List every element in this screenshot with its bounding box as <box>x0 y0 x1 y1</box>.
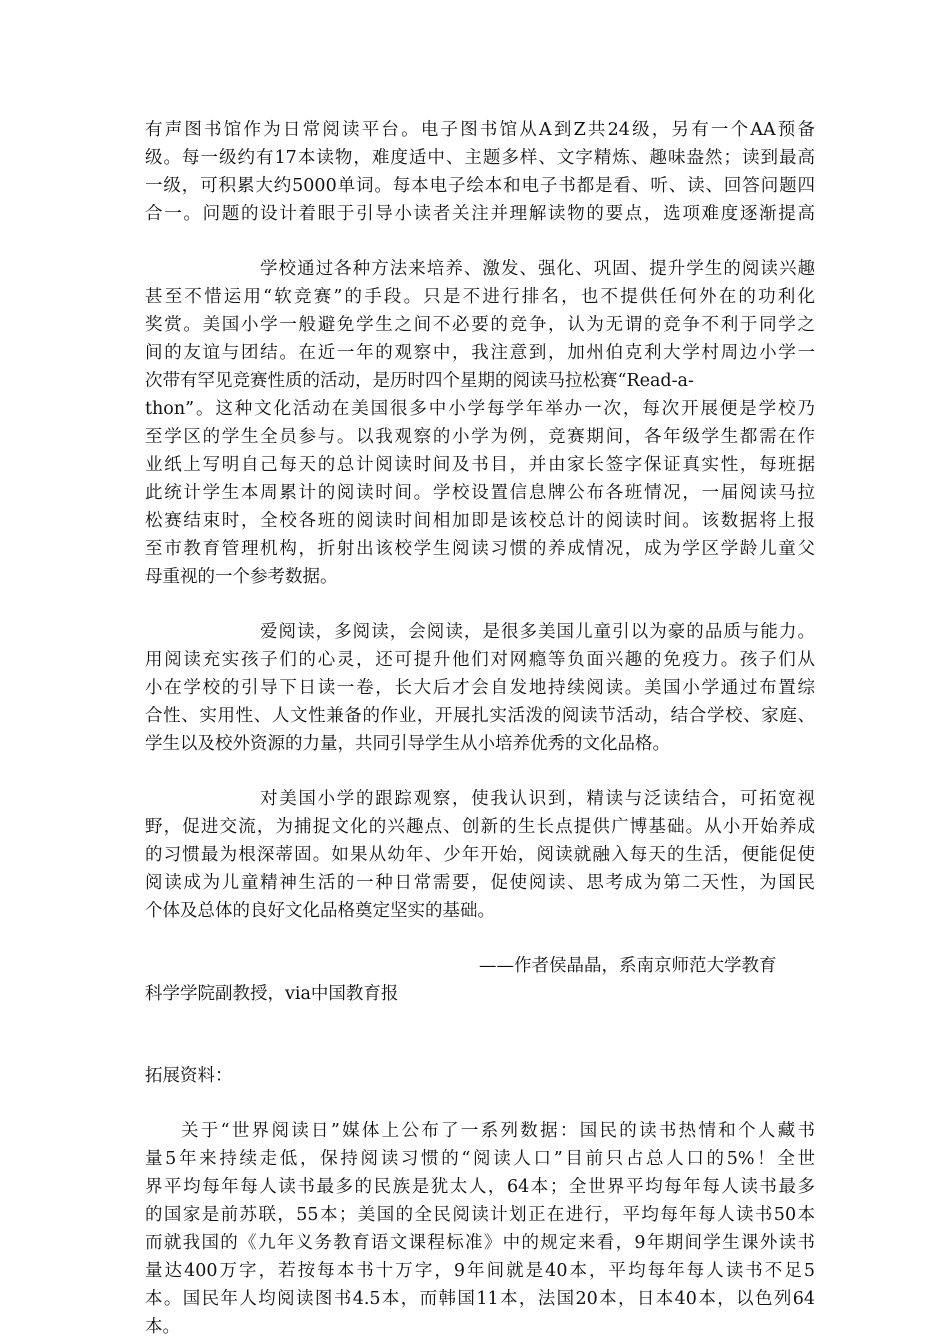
paragraph-read-a-thon <box>145 255 815 591</box>
text-line: 合性、实用性、人文性兼备的作业，开展扎实活泼的阅读节活动，结合学校、家庭、 <box>145 706 815 726</box>
text-line: 小在学校的引导下日读一卷，长大后才会自发地持续阅读。美国小学通过布置综 <box>145 678 815 698</box>
paragraph-spacer <box>145 1008 815 1062</box>
text-line: 野，促进交流，为捕捉文化的兴趣点、创新的生长点提供广博基础。从小开始养成 <box>145 817 815 837</box>
paragraph-conclusion <box>145 785 815 925</box>
text-line: 而就我国的《九年义务教育语文课程标准》中的规定来看，9年期间学生课外读书 <box>145 1233 815 1253</box>
text-line: 业纸上写明自己每天的总计阅读时间及书目，并由家长签字保证真实性，每班据 <box>145 455 815 475</box>
text-line: 关于“世界阅读日”媒体上公布了一系列数据：国民的读书热情和个人藏书 <box>181 1121 815 1141</box>
text-line: 本。国民年人均阅读图书4.5本，而韩国11本，法国20本，日本40本，以色列64 <box>145 1289 815 1309</box>
paragraph-spacer <box>145 758 815 785</box>
text-line: 爱阅读，多阅读，会阅读，是很多美国儿童引以为豪的品质与能力。 <box>260 622 815 642</box>
document-body <box>145 116 815 1341</box>
text-line: 级。每一级约有17本读物，难度适中、主题多样、文字精炼、趣味盎然；读到最高 <box>145 148 815 168</box>
text-line: 用阅读充实孩子们的心灵，还可提升他们对网瘾等负面兴趣的免疫力。孩子们从 <box>145 650 815 670</box>
signature-line: 科学学院副教授，via中国教育报 <box>145 984 399 1004</box>
text-line: 学校通过各种方法来培养、激发、强化、巩固、提升学生的阅读兴趣 <box>260 259 815 279</box>
text-line: 至学区的学生全员参与。以我观察的小学为例，竞赛期间，各年级学生都需在作 <box>145 427 815 447</box>
text-line: 甚至不惜运用“软竞赛”的手段。只是不进行排名，也不提供任何外在的功利化 <box>145 287 815 307</box>
text-line: 奖赏。美国小学一般避免学生之间不必要的竞争，认为无谓的竞争不利于同学之 <box>145 315 815 335</box>
paragraph-love-reading <box>145 618 815 758</box>
paragraph-statistics <box>145 1117 815 1341</box>
text-line: 学生以及校外资源的力量，共同引导学生从小培养优秀的文化品格。 <box>145 734 670 754</box>
paragraph-spacer <box>145 1090 815 1117</box>
text-line: 量5年来持续走低，保持阅读习惯的“阅读人口”目前只占总人口的5%！全世 <box>145 1149 815 1169</box>
paragraph-library <box>145 116 815 228</box>
signature-line: ——作者侯晶晶，系南京师范大学教育 <box>479 956 777 976</box>
text-line: 一级，可积累大约5000单词。每本电子绘本和电子书都是看、听、读、回答问题四 <box>145 176 815 196</box>
text-line: 的习惯最为根深蒂固。如果从幼年、少年开始，阅读就融入每天的生活，便能促使 <box>145 845 815 865</box>
text-line: 间的友谊与团结。在近一年的观察中，我注意到，加州伯克利大学村周边小学一 <box>145 343 815 363</box>
paragraph-spacer <box>145 228 815 255</box>
text-line: 对美国小学的跟踪观察，使我认识到，精读与泛读结合，可拓宽视 <box>260 789 815 809</box>
text-line: 母重视的一个参考数据。 <box>145 567 338 587</box>
author-signature <box>145 952 815 1008</box>
text-line: 界平均每年每人读书最多的民族是犹太人，64本；全世界平均每年每人读书最多 <box>145 1177 815 1197</box>
text-line: 此统计学生本周累计的阅读时间。学校设置信息牌公布各班情况，一届阅读马拉 <box>145 483 815 503</box>
text-line: 阅读成为儿童精神生活的一种日常需要，促使阅读、思考成为第二天性，为国民 <box>145 873 815 893</box>
text-line: 的国家是前苏联，55本；美国的全民阅读计划正在进行，平均每年每人读书50本 <box>145 1205 815 1225</box>
extension-heading: 拓展资料： <box>145 1066 233 1086</box>
text-line: 个体及总体的良好文化品格奠定坚实的基础。 <box>145 901 495 921</box>
text-line: 有声图书馆作为日常阅读平台。电子图书馆从A到Z共24级，另有一个AA预备 <box>145 120 815 140</box>
text-line: 合一。问题的设计着眼于引导小读者关注并理解读物的要点，选项难度逐渐提高 <box>145 204 815 224</box>
text-line: 松赛结束时，全校各班的阅读时间相加即是该校总计的阅读时间。该数据将上报 <box>145 511 815 531</box>
text-line: 本。 <box>145 1317 180 1337</box>
text-line: 至市教育管理机构，折射出该校学生阅读习惯的养成情况，成为学区学龄儿童父 <box>145 539 815 559</box>
paragraph-spacer <box>145 591 815 618</box>
paragraph-spacer <box>145 925 815 952</box>
text-line: thon”。这种文化活动在美国很多中小学每学年举办一次，每次开展便是学校乃 <box>145 399 815 419</box>
text-line: 量达400万字，若按每本书十万字，9年间就是40本，平均每年每人读书不足5 <box>145 1261 815 1281</box>
text-line: 次带有罕见竞赛性质的活动，是历时四个星期的阅读马拉松赛“Read-a- <box>145 371 694 391</box>
